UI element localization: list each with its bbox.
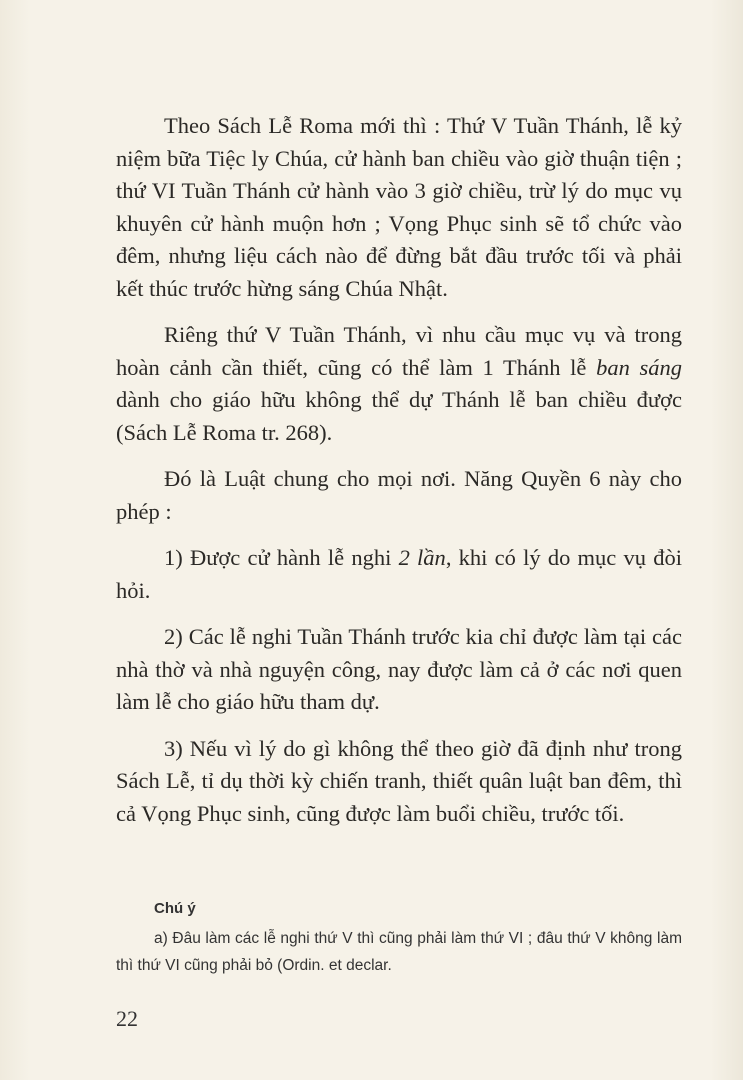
paragraph-text: Riêng thứ V Tuần Thánh, vì nhu cầu mục vụ và trong hoàn cảnh cần thiết, cũng có thể làm 1 Thánh lễ [116, 322, 682, 380]
emphasis-text: 2 lần [398, 545, 446, 570]
note-title: Chú ý [154, 900, 196, 917]
list-item-2: 2) Các lễ nghi Tuần Thánh trước kia chỉ được làm tại các nhà thờ và nhà nguyện công, nay được làm cả ở các nơi quen làm lễ cho giáo hữu tham dự. [116, 624, 682, 714]
paragraph-general-law: Đó là Luật chung cho mọi nơi. Năng Quyền 6 này cho phép : [116, 466, 682, 524]
paragraph-text: dành cho giáo hữu không thể dự Thánh lễ ban chiều được (Sách Lễ Roma tr. 268). [116, 387, 682, 445]
page-number: 22 [116, 1006, 138, 1031]
note-body: a) Đâu làm các lễ nghi thứ V thì cũng phải làm thứ VI ; đâu thứ V không làm thì thứ VI cũng phải bỏ (Ordin. et declar. [116, 930, 682, 974]
paragraph-roman-missal-rule: Theo Sách Lễ Roma mới thì : Thứ V Tuần Thánh, lễ kỷ niệm bữa Tiệc ly Chúa, cử hành ban chiều vào giờ thuận tiện ; thứ VI Tuần Thánh cử hành vào 3 giờ chiều, trừ lý do mục vụ khuyên cử hành muộn hơn ; Vọng Phục sinh sẽ tổ chức vào đêm, nhưng liệu cách nào để đừng bắt đầu trước tối và phải kết thúc trước hừng sáng Chúa Nhật. [116, 113, 682, 301]
list-item-1 [116, 542, 682, 607]
emphasis-text: ban sáng [596, 354, 682, 380]
paragraph-holy-thursday-morning-mass [116, 319, 682, 449]
body-text [116, 110, 682, 844]
list-item-3: 3) Nếu vì lý do gì không thể theo giờ đã định như trong Sách Lễ, tỉ dụ thời kỳ chiến tranh, thiết quân luật ban đêm, thì cả Vọng Phục sinh, cũng được làm buổi chiều, trước tối. [116, 735, 682, 826]
paragraph-text: 1) Được cử hành lễ nghi [164, 545, 399, 570]
paragraph-text: , khi có lý do mục vụ đòi hỏi. [116, 545, 682, 603]
footnote-section [116, 900, 682, 979]
